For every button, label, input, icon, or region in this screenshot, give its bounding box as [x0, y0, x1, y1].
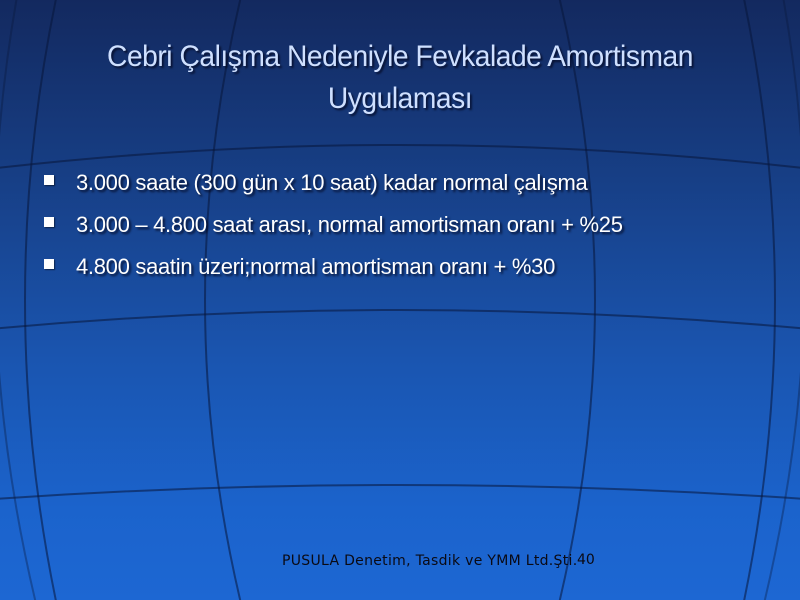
bullet-item — [44, 162, 774, 204]
footer-company: PUSULA Denetim, Tasdik ve YMM Ltd.Şti. — [282, 553, 578, 569]
page-number: 40 — [577, 552, 595, 568]
square-bullet-icon — [44, 175, 54, 185]
slide-title-line-1: Cebri Çalışma Nedeniyle Fevkalade Amortisman — [107, 40, 693, 73]
bullet-text: 3.000 – 4.800 saat arası, normal amortisman oranı + %25 — [76, 212, 623, 237]
square-bullet-icon — [44, 217, 54, 227]
bullet-item — [44, 204, 774, 246]
bullet-item — [44, 246, 774, 288]
square-bullet-icon — [44, 259, 54, 269]
slide-title — [62, 36, 739, 120]
slide-title-line-2: Uygulaması — [327, 82, 473, 115]
bullet-text: 3.000 saate (300 gün x 10 saat) kadar normal çalışma — [76, 170, 588, 195]
bullet-list — [44, 162, 774, 288]
bullet-text: 4.800 saatin üzeri;normal amortisman oranı + %30 — [76, 254, 556, 279]
